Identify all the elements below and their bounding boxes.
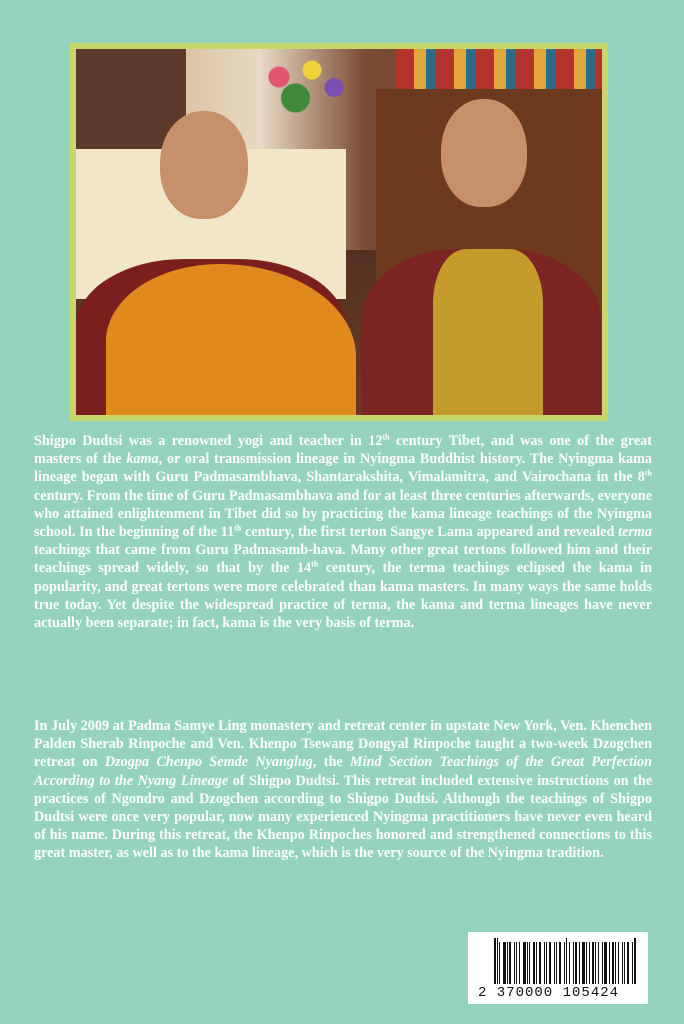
barcode-bar [527,942,528,984]
barcode-bar [549,942,551,984]
barcode-bar [573,942,574,984]
thangka-banner [396,49,602,94]
barcode-bar [509,942,511,984]
description-paragraph-2 [34,717,652,863]
barcode-bar [595,942,596,984]
barcode-bar [554,942,555,984]
barcode-bar [516,942,517,984]
barcode-bar [556,942,557,984]
barcode-bars [494,938,638,984]
description-paragraph-1 [34,432,652,632]
cover-photo [76,49,602,415]
barcode-bar [497,938,498,984]
barcode-bar [602,942,604,984]
barcode-bar [544,942,545,984]
cover-photo-frame [70,43,608,421]
paragraph-1-text: Shigpo Dudtsi was a renowned yogi and teacher in 12th century Tibet, and was one of the great masters of the kama, or oral transmission lineage in Nyingma Buddhist history. The Nyingma kama lineage began with Guru Padmasambhava, Shantarakshita, Vimalamitra, and Vairochana in the 8th century. From the time of Guru Padmasambhava and for at least three centuries afterwards, everyone who attained enlightenment in Tibet did so by practicing the kama lineage teachings of the Nyingma school. In the beginning of the 11th century, the first terton Sangye Lama appeared and revealed terma teachings that came from Guru Padmasamb-hava. Many other great tertons followed him and their teachings spread widely, so that by the 14th century, the terma teachings eclipsed the kama in popularity, and great tertons were more celebrated than kama masters. In many ways the same holds true today. Yet despite the widespread practice of terma, the kama and terma lineages have never actually been separate; in fact, kama is the very basis of terma. [34,432,653,632]
barcode-bar [627,942,629,984]
barcode-bar [615,942,616,984]
isbn-barcode [468,932,648,1004]
barcode-bar [494,938,496,984]
barcode-bar [564,942,565,984]
barcode-bar [519,942,521,984]
lama-right [361,99,601,415]
barcode-bar [569,942,571,984]
lama-left [76,99,376,415]
barcode-bar [634,938,636,984]
barcode-bar [604,942,606,984]
barcode-bar [536,942,537,984]
barcode-bar [503,942,505,984]
barcode-bar [566,938,567,984]
barcode-bar [589,942,590,984]
barcode-digits: 2 370000 105424 [478,985,620,1001]
lama-right-face [441,99,527,207]
paragraph-2-text: In July 2009 at Padma Samye Ling monastery and retreat center in upstate New York, Ven. Khenchen Palden Sherab Rinpoche and Ven. Khenpo Tsewang Dongyal Rinpoche taught a two-week Dzogchen retreat on Dzogpa Chenpo Semde Nyanglug, the Mind Section Teachings of the Great Perfection According to the Nyang Lineage of Shigpo Dudtsi. This retreat included extensive instructions on the practices of Ngondro and Dzogchen according to Shigpo Dudtsi. Although the teachings of Shigpo Dudtsi were once very popular, now many experienced Nyingma practitioners have never even heard of his name. During this retreat, the Khenpo Rinpoches honored and strengthened connections to this great master, as well as to the kama lineage, which is the very source of the Nyingma tradition. [34,718,653,862]
barcode-bar [523,942,525,984]
barcode-bar [514,942,515,984]
barcode-bar [618,942,619,984]
barcode-bar [559,942,561,984]
barcode-bar [622,942,624,984]
barcode-bar [624,942,625,984]
barcode-bar [499,942,500,984]
barcode-bar [546,942,548,984]
lama-left-face [160,111,248,219]
barcode-bar [579,942,580,984]
barcode-bar [612,942,614,984]
barcode-bar [598,942,599,984]
barcode-bar [592,942,594,984]
barcode-bar [575,942,577,984]
barcode-bar [539,942,541,984]
barcode-bar [529,942,530,984]
barcode-bar [507,942,508,984]
barcode-bar [586,942,587,984]
barcode-bar [582,942,584,984]
barcode-bar [632,942,633,984]
barcode-bar [609,942,610,984]
barcode-bar [533,942,535,984]
